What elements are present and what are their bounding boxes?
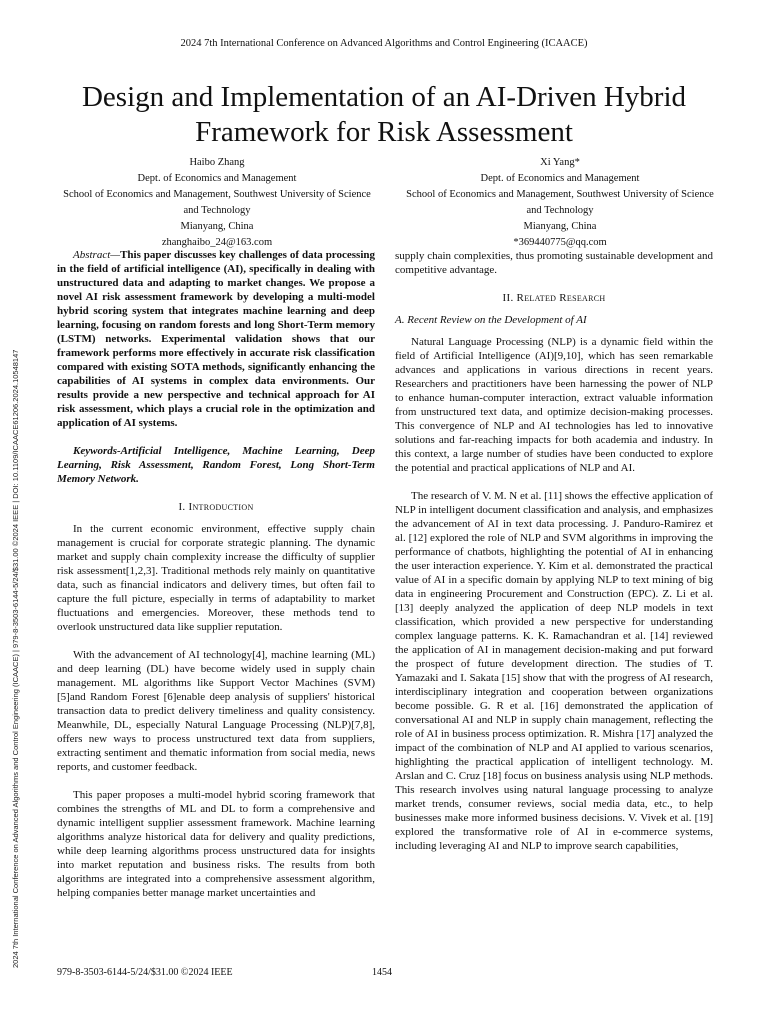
author-block-2 (400, 155, 720, 251)
intro-paragraph: With the advancement of AI technology[4], machine learning (ML) and deep learning (DL) have become widely used in supply chain management. ML algorithms like Support Vector Machines (SVM) [5]and Random Forest [6]enable deep analysis of suppliers' historical transaction data to predict delivery timeliness and quality consistency. Meanwhile, DL, especially Natural Language Processing (NLP)[7,8], offers new ways to process unstructured text data from suppliers, extracting sentiment and thematic information from social media, news reports, and customer feedback. (57, 649, 375, 773)
author-dept: Dept. of Economics and Management (137, 173, 297, 184)
author-email: zhanghaibo_24@163.com (161, 237, 273, 248)
related-paragraph: Natural Language Processing (NLP) is a dynamic field within the field of Artificial Intelligence (AI)[9,10], which has seen remarkable advances and applications in various directions in recent years. Researchers and practitioners have been harnessing the power of NLP to enhance human-computer interaction, extract valuable information from unstructured text data, and optimize decision-making processes. This convergence of NLP and AI technologies has led to innovative solutions and far-reaching impacts for both academia and industry. In this context, a large number of studies have been conducted to explore the potential and practical applications of NLP and AI. (395, 336, 713, 474)
abstract-text: This paper discusses key challenges of data processing in the field of artificial intelligence (AI), specifically in dealing with unstructured data and adapting to market changes. We propose a novel AI risk assessment framework by developing a multi-model hybrid scoring system that integrates machine learning and deep learning, focusing on random forests and long Short-Term memory (LSTM) networks. Experimental validation shows that our framework performs more effectively in accurate risk classification compared with existing SOTA methods, significantly enhancing the capabilities of AI systems in complex data environments. Our results provide a new perspective and technical approach for AI risk assessment, which plays a crucial role in the optimization and application of AI systems. (57, 249, 375, 429)
author-block-1 (57, 155, 377, 251)
doi-sidebar: 2024 7th International Conference on Advanced Algorithms and Control Engineering (ICAACE) | 979-8-3503-6144-5/24/$31.00 ©2024 IEEE | DOI: 10.1109/ICAACE61206.2024.10548147 (11, 349, 20, 968)
paper-title: Design and Implementation of an AI-Driven Hybrid Framework for Risk Assessment (81, 81, 686, 148)
abstract (57, 248, 375, 430)
author-dept: Dept. of Economics and Management (480, 173, 640, 184)
related-paragraph: The research of V. M. N et al. [11] shows the effective application of NLP in intelligent document classification and analysis, and emphasizes the advancement of AI in text data processing. J. Panduro-Ramirez et al. [12] explored the role of NLP and SVM algorithms in improving the performance of chatbots, highlighting the potential of AI in enhancing the user interaction experience. Y. Kim et al. demonstrated the practical value of AI in a specific domain by applying NLP to text mining of big data in engineering Procurement and Construction (EPC). Z. Li et al. [13] deeply analyzed the application of deep NLP models in text classification, which provided a new perspective for understanding complex language patterns. K. K. Ramachandran et al. [14] reviewed the application of AI in management decision-making and put forward the prospect of future development direction. The studies of T. Yamazaki and I. Sakata [15] show that with the progress of AI research, interdisciplinary integration and cooperation between organizations become possible. G. R et al. [16] demonstrated the application of conversational AI and NLP in supply chain management, reflecting the role of AI in business process optimization. R. Mishra [17] analyzed the impact of the combination of NLP and AI applied to various scenarios, highlighting the practical application of intelligent technology. M. Arslan and C. Cruz [18] focus on business analysis using NLP methods. This research involves using natural language processing to analyze market trends, consumer reviews, social media data, etc., to help businesses make more informed business decisions. V. Vivek et al. [19] explored the transformative role of AI in e-commerce systems, including leveraging AI and NLP to improve search capabilities, (395, 490, 713, 852)
author-location: Mianyang, China (523, 221, 597, 232)
intro-paragraph: In the current economic environment, effective supply chain management is crucial for corporate strategic planning. The dynamic market and supply chain complexity increase the difficulty of supplier risk assessment[1,2,3]. Traditional methods rely mainly on quantitative data, such as financial indicators and delivery times, but often fail to capture the full picture, especially in terms of adaptability to market fluctuations and emergencies. Moreover, these methods tend to overlook unstructured data like supplier reputation. (57, 523, 375, 633)
author-name: Haibo Zhang (189, 157, 245, 168)
author-location: Mianyang, China (180, 221, 254, 232)
page-number: 1454 (372, 967, 392, 978)
author-school: School of Economics and Management, Southwest University of Science and Technology (406, 189, 714, 216)
subsection-heading: A. Recent Review on the Development of AI (395, 314, 587, 326)
footer-copyright: 979-8-3503-6144-5/24/$31.00 ©2024 IEEE (57, 967, 233, 978)
author-school: School of Economics and Management, Southwest University of Science and Technology (63, 189, 371, 216)
keywords: Keywords-Artificial Intelligence, Machine Learning, Deep Learning, Risk Assessment, Random Forest, Long Short-Term Memory Network. (57, 445, 375, 485)
intro-paragraph: This paper proposes a multi-model hybrid scoring framework that combines the strengths of ML and DL to form a comprehensive and dynamic intelligent supplier assessment framework. Machine learning algorithms analyze historical data for delivery and quality predictions, while deep learning algorithms process unstructured data for insights into market reputation and business risks. The results from both algorithms are integrated into a comprehensive assessment algorithm, helping companies better manage market uncertainties and (57, 789, 375, 899)
section-heading-related-research: II. Related Research (502, 292, 606, 304)
left-column (57, 248, 375, 914)
author-name: Xi Yang* (540, 157, 580, 168)
intro-continuation: supply chain complexities, thus promoting sustainable development and competitive advantage. (395, 250, 713, 276)
author-email: *369440775@qq.com (513, 237, 607, 248)
conference-header: 2024 7th International Conference on Advanced Algorithms and Control Engineering (ICAACE) (180, 38, 588, 49)
section-heading-introduction: I. Introduction (178, 501, 254, 513)
right-column (395, 249, 713, 867)
abstract-lead: Abstract— (73, 249, 121, 261)
